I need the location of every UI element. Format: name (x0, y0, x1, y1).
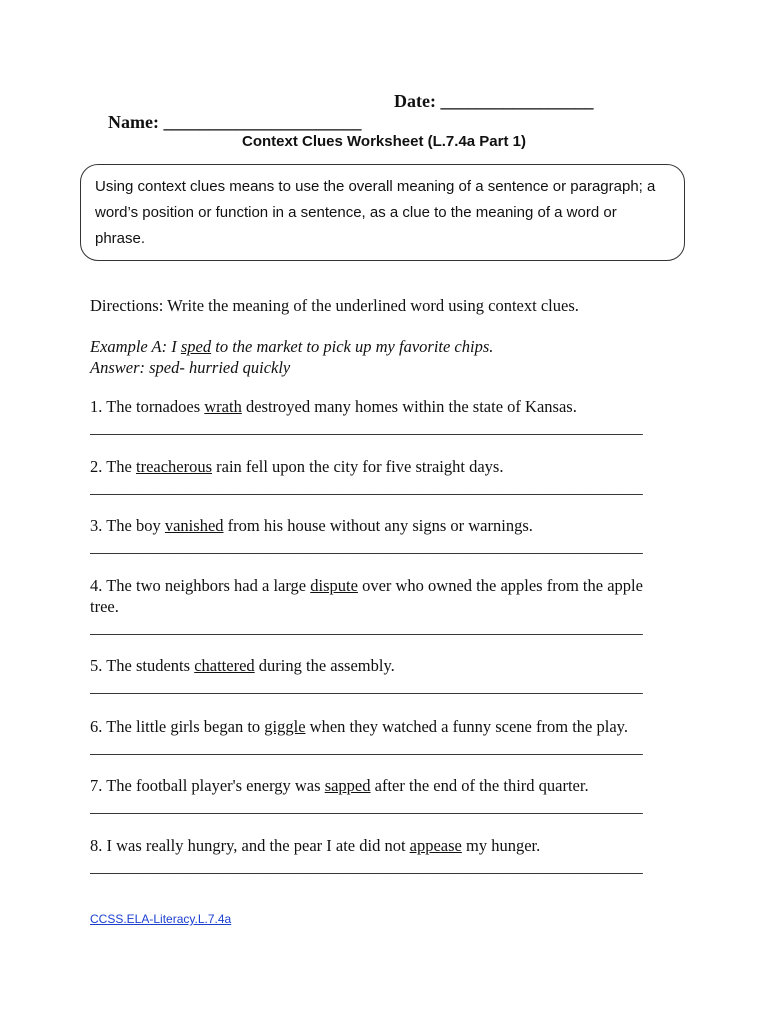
question-5 (90, 655, 672, 697)
underlined-word: appease (409, 836, 462, 855)
question-text: my hunger. (461, 836, 541, 855)
underlined-word: giggle (264, 717, 306, 736)
name-field[interactable]: Name: ______________________ (108, 112, 362, 132)
answer-line[interactable]: ___________________________________________________________________ (90, 478, 643, 497)
answer-line[interactable]: ___________________________________________________________________ (90, 537, 643, 556)
question-4 (90, 575, 672, 638)
answer-line[interactable]: ___________________________________________________________________ (90, 677, 643, 696)
definition-text: Using context clues means to use the overall meaning of a sentence or paragraph; a word’s position or function in a sentence, as a clue to the meaning of a word or phrase. (95, 178, 656, 247)
answer-line[interactable]: ___________________________________________________________________ (90, 618, 643, 637)
underlined-word: wrath (204, 397, 242, 416)
question-text: 3. The boy (90, 516, 165, 535)
answer-line[interactable]: ___________________________________________________________________ (90, 797, 643, 816)
example-before: Example A: I (90, 337, 181, 356)
directions-text: Directions: Write the meaning of the underlined word using context clues. (90, 296, 579, 315)
question-text: 1. The tornadoes (90, 397, 205, 416)
example-answer: Answer: sped- hurried quickly (90, 358, 291, 377)
standard-link[interactable]: CCSS.ELA-Literacy.L.7.4a (90, 912, 232, 926)
question-1 (90, 396, 672, 438)
question-text: 8. I was really hungry, and the pear I ate did not (90, 836, 410, 855)
question-text: destroyed many homes within the state of Kansas. (241, 397, 577, 416)
question-2 (90, 456, 672, 498)
underlined-word: sapped (324, 776, 371, 795)
example-underlined-word: sped (180, 337, 212, 356)
question-text: 6. The little girls began to (90, 717, 265, 736)
question-text: 7. The football player's energy was (90, 776, 325, 795)
question-3 (90, 515, 672, 557)
underlined-word: vanished (164, 516, 224, 535)
question-text: 2. The (90, 457, 136, 476)
question-text: 5. The students (90, 656, 195, 675)
underlined-word: dispute (310, 576, 358, 595)
underlined-word: chattered (194, 656, 255, 675)
example-block (90, 336, 493, 378)
question-text: from his house without any signs or warnings. (223, 516, 533, 535)
question-text: 4. The two neighbors had a large (90, 576, 311, 595)
underlined-word: treacherous (135, 457, 213, 476)
question-7 (90, 775, 672, 817)
question-text: during the assembly. (254, 656, 395, 675)
question-text: over who owned the apples from the apple tree. (90, 576, 643, 616)
example-after: to the market to pick up my favorite chips. (211, 337, 494, 356)
answer-line[interactable]: ___________________________________________________________________ (90, 418, 643, 437)
question-text: after the end of the third quarter. (370, 776, 589, 795)
question-8 (90, 835, 672, 877)
example-sentence (90, 336, 493, 357)
date-field[interactable]: Date: _________________ (394, 91, 594, 111)
page-title: Context Clues Worksheet (L.7.4a Part 1) (242, 133, 526, 150)
question-6 (90, 716, 672, 758)
question-text: when they watched a funny scene from the play. (305, 717, 628, 736)
question-text: rain fell upon the city for five straight days. (212, 457, 504, 476)
definition-box (80, 164, 685, 261)
answer-line[interactable]: ___________________________________________________________________ (90, 857, 643, 876)
answer-line[interactable]: ___________________________________________________________________ (90, 738, 643, 757)
